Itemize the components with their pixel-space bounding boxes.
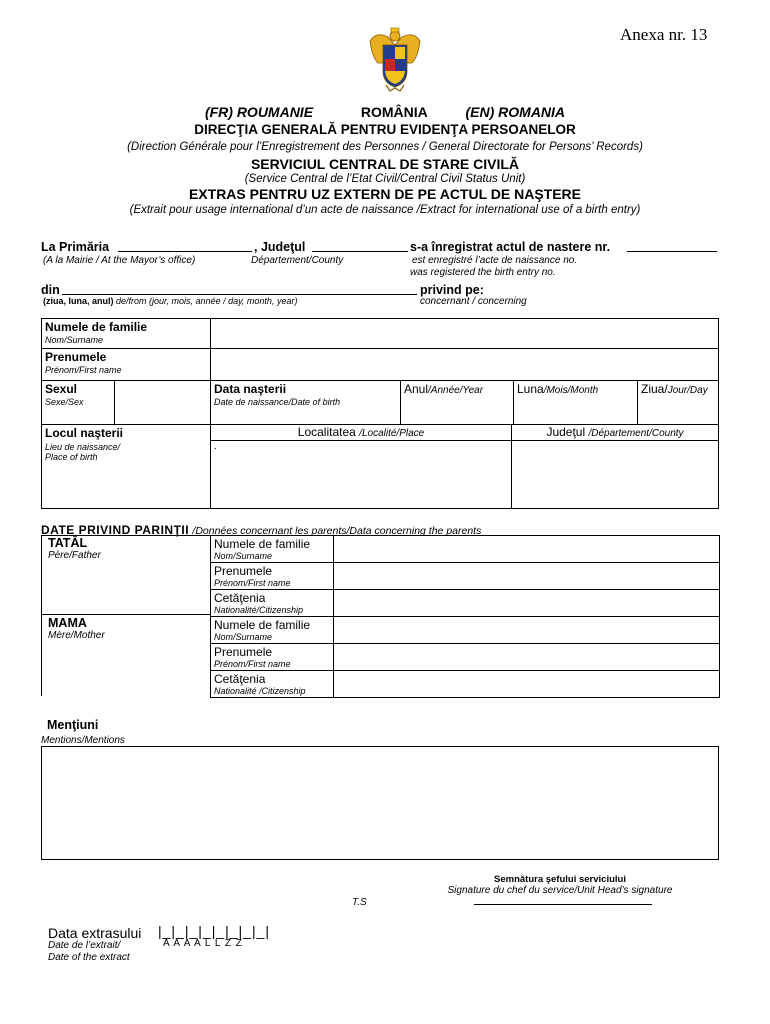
birthplace-sub1: Lieu de naissance/ xyxy=(45,442,121,452)
registered-sub-fr: est enregistré l’acte de naissance no. xyxy=(412,255,578,266)
extract-date-legend: A A A A L L Z Z xyxy=(163,938,243,949)
father-firstname-label-cell xyxy=(211,563,334,590)
judetul-sub: Département/County xyxy=(251,255,344,266)
mother-surname-value[interactable] xyxy=(334,617,720,644)
din-sub xyxy=(43,296,297,306)
mother-sub: Mère/Mother xyxy=(48,630,105,641)
father-firstname-label: Prenumele xyxy=(214,564,273,578)
privind-sub: concernant / concerning xyxy=(420,296,527,307)
firstname-label-cell xyxy=(42,349,211,381)
father-surname-label-cell xyxy=(211,536,334,563)
month-sub: /Mois/Month xyxy=(543,385,599,396)
year-cell[interactable] xyxy=(401,381,514,425)
sex-label-cell xyxy=(42,381,115,425)
judetul-label: , Judeţul xyxy=(254,240,306,254)
mother-firstname-sub: Prénom/First name xyxy=(214,659,291,669)
la-primaria-sub: (A la Mairie / At the Mayor’s office) xyxy=(43,255,196,266)
birthplace-sub2: Place of birth xyxy=(45,452,98,462)
day-sub: Jour/Day xyxy=(667,385,708,396)
locality-header xyxy=(211,425,511,441)
surname-label-cell xyxy=(42,319,211,349)
birth-date-sub: Date de naissance/Date of birth xyxy=(214,397,341,407)
month-cell[interactable] xyxy=(514,381,638,425)
father-citizenship-sub: Nationalité/Citizenship xyxy=(214,605,304,615)
country-en: (EN) ROMANIA xyxy=(465,104,566,120)
locality-cell[interactable] xyxy=(211,425,512,509)
sex-sub: Sexe/Sex xyxy=(45,397,84,407)
parents-table xyxy=(210,535,720,698)
registered-label: s-a înregistrat actul de nastere nr. xyxy=(410,240,611,254)
parents-heading-label: DATE PRIVIND PARINŢII xyxy=(41,523,190,537)
registered-sub-en: was registered the birth entry no. xyxy=(410,267,556,278)
judetul-field[interactable] xyxy=(312,240,408,252)
signature-sub: Signature du chef du service/Unit Head’s signature xyxy=(447,885,673,896)
privind-label: privind pe: xyxy=(420,283,484,297)
document-title: EXTRAS PENTRU UZ EXTERN DE PE ACTUL DE NAŞTERE xyxy=(188,186,582,202)
mother-firstname-label: Prenumele xyxy=(214,645,273,659)
father-citizenship-value[interactable] xyxy=(334,590,720,617)
parents-heading-sub: /Données concernant les parents/Data concerning the parents xyxy=(192,525,482,537)
parents-left-column xyxy=(41,535,211,696)
annex-number: Anexa nr. 13 xyxy=(620,25,708,44)
din-sub-bold: (ziua, luna, anul) xyxy=(43,296,114,306)
firstname-value-cell[interactable] xyxy=(211,349,719,381)
mother-citizenship-sub: Nationalité /Citizenship xyxy=(214,686,306,696)
mother-citizenship-label: Cetăţenia xyxy=(214,672,266,686)
mother-firstname-label-cell xyxy=(211,644,334,671)
mentions-box[interactable] xyxy=(41,746,719,860)
day-cell[interactable] xyxy=(638,381,719,425)
sex-label: Sexul xyxy=(45,382,78,396)
father-surname-label: Numele de familie xyxy=(214,537,311,551)
directorate-title: DIRECŢIA GENERALĂ PENTRU EVIDENŢA PERSOANELOR xyxy=(194,122,576,137)
country-fr: (FR) ROUMANIE xyxy=(204,104,314,120)
father-firstname-sub: Prénom/First name xyxy=(214,578,291,588)
child-data-table xyxy=(41,318,719,381)
service-translation: (Service Central de l’Etat Civil/Central Civil Status Unit) xyxy=(244,173,526,185)
county-header xyxy=(512,425,718,441)
father-firstname-value[interactable] xyxy=(334,563,720,590)
romania-coat-of-arms-icon xyxy=(366,27,424,93)
birthplace-label-cell xyxy=(42,425,211,509)
county-label: Judeţul xyxy=(546,425,586,439)
father-sub: Père/Father xyxy=(48,550,101,561)
county-cell[interactable] xyxy=(512,425,719,509)
service-title: SERVICIUL CENTRAL DE STARE CIVILĂ xyxy=(250,156,520,172)
date-from-field[interactable] xyxy=(62,283,417,295)
signature-title: Semnătura şefului serviciului xyxy=(494,874,626,885)
locality-label: Localitatea xyxy=(297,425,356,439)
mentions-sub: Mentions/Mentions xyxy=(41,735,125,746)
mother-firstname-value[interactable] xyxy=(334,644,720,671)
extract-date-sub-en: Date of the extract xyxy=(48,952,130,963)
day-label: Ziua/ xyxy=(641,382,668,396)
entry-number-field[interactable] xyxy=(627,240,717,252)
surname-sub: Nom/Surname xyxy=(45,335,104,345)
directorate-translation: (Direction Générale pour l’Enregistrement des Personnes / General Directorate for Persons’ Records) xyxy=(127,141,643,153)
country-line xyxy=(0,104,770,120)
birth-date-label-cell xyxy=(211,381,401,425)
extract-date-sub-fr: Date de l’extrait/ xyxy=(48,940,121,951)
mother-label: MAMA xyxy=(48,616,87,630)
firstname-sub: Prénom/First name xyxy=(45,365,122,375)
county-sub: /Département/County xyxy=(588,428,684,439)
primaria-field[interactable] xyxy=(118,240,252,252)
document-title-translation: (Extrait pour usage international d’un acte de naissance /Extract for international use of a birth entry) xyxy=(129,204,641,216)
birth-date-label: Data naşterii xyxy=(214,382,287,396)
locality-value: . xyxy=(214,441,217,452)
birthplace-table xyxy=(41,424,719,509)
mother-surname-label-cell xyxy=(211,617,334,644)
father-label: TATĂL xyxy=(48,536,88,550)
father-surname-value[interactable] xyxy=(334,536,720,563)
father-surname-sub: Nom/Surname xyxy=(214,551,273,561)
signature-line[interactable] xyxy=(474,904,652,905)
ts-mark: T.S xyxy=(352,897,367,908)
month-label: Luna xyxy=(517,382,544,396)
surname-value-cell[interactable] xyxy=(211,319,719,349)
child-details-table xyxy=(41,380,719,425)
sex-value-cell[interactable] xyxy=(115,381,211,425)
la-primaria-label: La Primăria xyxy=(41,240,110,254)
din-label: din xyxy=(41,283,60,297)
mother-citizenship-value[interactable] xyxy=(334,671,720,698)
din-sub-text: de/from (jour, mois, année / day, month, year) xyxy=(116,296,298,306)
locality-sub: /Localité/Place xyxy=(359,428,425,439)
father-citizenship-label: Cetăţenia xyxy=(214,591,266,605)
firstname-label: Prenumele xyxy=(45,350,107,364)
country-ro: ROMÂNIA xyxy=(360,104,428,120)
year-sub: /Année/Year xyxy=(428,385,484,396)
surname-label: Numele de familie xyxy=(45,320,148,334)
mentions-label: Menţiuni xyxy=(47,718,99,732)
mother-citizenship-label-cell xyxy=(211,671,334,698)
birthplace-label: Locul naşterii xyxy=(45,426,124,440)
year-label: Anul xyxy=(404,382,429,396)
extract-date-boxes[interactable]: |_|_|_|_|_|_|_|_| xyxy=(158,923,271,939)
father-citizenship-label-cell xyxy=(211,590,334,617)
extract-date-label: Data extrasului xyxy=(48,925,142,941)
mother-surname-sub: Nom/Surname xyxy=(214,632,273,642)
mother-surname-label: Numele de familie xyxy=(214,618,311,632)
